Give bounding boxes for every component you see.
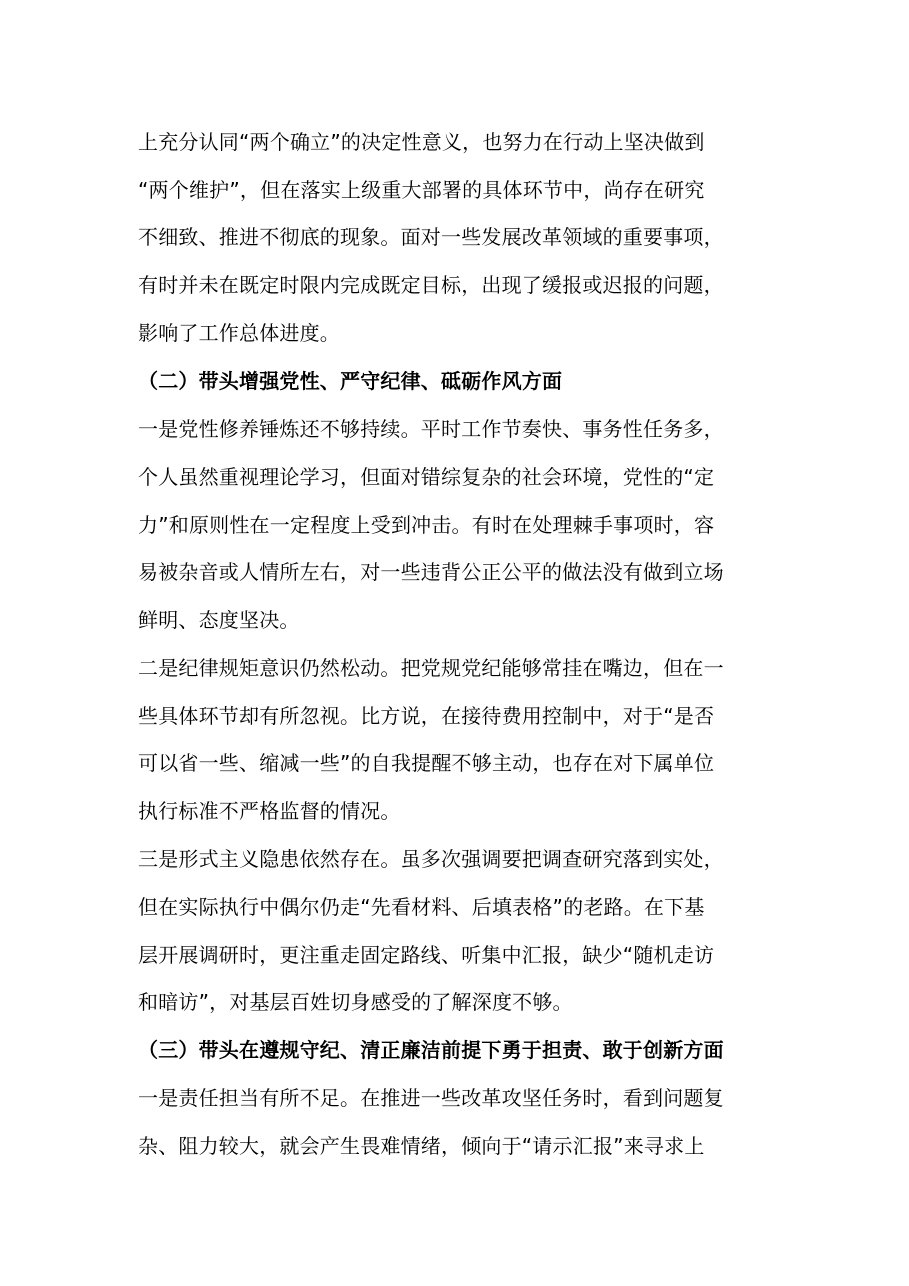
body-text-line: 但在实际执行中偶尔仍走“先看材料、后填表格”的老路。在下基 (138, 895, 705, 919)
body-text-line: 易被杂音或人情所左右，对一些违背公正公平的做法没有做到立场 (138, 560, 724, 584)
body-text-line: 鲜明、态度坚决。 (138, 608, 300, 632)
body-text-line: 不细致、推进不彻底的现象。面对一些发展改革领域的重要事项， (138, 225, 724, 249)
section-heading: （三）带头在遵规守纪、清正廉洁前提下勇于担责、敢于创新方面 (138, 1038, 724, 1062)
body-text-line: 二是纪律规矩意识仍然松动。把党规党纪能够常挂在嘴边，但在一 (138, 656, 724, 680)
body-text-line: 影响了工作总体进度。 (138, 321, 340, 345)
body-text-line: 一是党性修养锤炼还不够持续。平时工作节奏快、事务性任务多， (138, 417, 724, 441)
body-text-line: 个人虽然重视理论学习，但面对错综复杂的社会环境，党性的“定 (138, 465, 715, 489)
body-text-line: 可以省一些、缩减一些”的自我提醒不够主动，也存在对下属单位 (138, 751, 715, 775)
body-text-line: 和暗访”，对基层百姓切身感受的了解深度不够。 (138, 990, 573, 1014)
body-text-line: “两个维护”，但在落实上级重大部署的具体环节中，尚存在研究 (138, 178, 705, 202)
body-text-line: 些具体环节却有所忽视。比方说，在接待费用控制中，对于“是否 (138, 704, 715, 728)
body-text-line: 层开展调研时，更注重走固定路线、听集中汇报，缺少“随机走访 (138, 943, 715, 967)
section-heading: （二）带头增强党性、严守纪律、砥砺作风方面 (138, 369, 563, 393)
body-text-line: 有时并未在既定时限内完成既定目标，出现了缓报或迟报的问题， (138, 273, 724, 297)
body-text-line: 杂、阻力较大，就会产生畏难情绪，倾向于“请示汇报”来寻求上 (138, 1134, 705, 1158)
body-text-line: 三是形式主义隐患依然存在。虽多次强调要把调查研究落到实处， (138, 847, 724, 871)
body-text-line: 上充分认同“两个确立”的决定性意义，也努力在行动上坚决做到 (138, 130, 705, 154)
body-text-line: 力”和原则性在一定程度上受到冲击。有时在处理棘手事项时，容 (138, 513, 715, 537)
body-text-line: 一是责任担当有所不足。在推进一些改革攻坚任务时，看到问题复 (138, 1086, 724, 1110)
body-text-line: 执行标准不严格监督的情况。 (138, 799, 401, 823)
